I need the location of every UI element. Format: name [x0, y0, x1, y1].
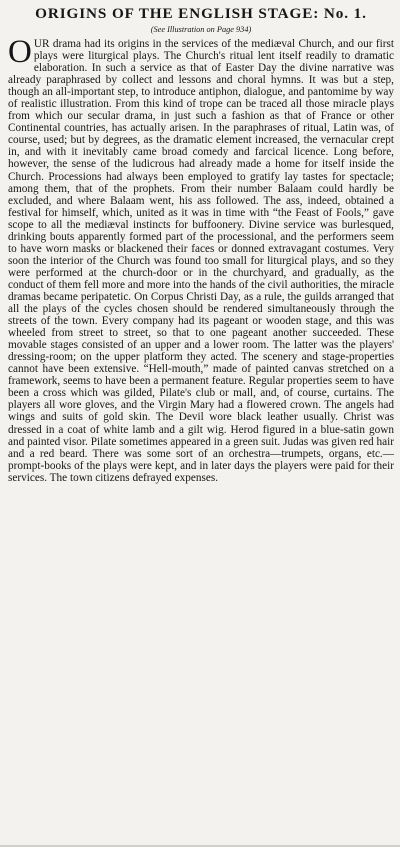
article-title: ORIGINS OF THE ENGLISH STAGE: No. 1.: [35, 5, 367, 22]
article-body: UR drama had its origins in the services of the mediæval Church, and our first plays were liturgical plays. The Church's ritual lent itself readily to dramatic elaboration. In such a service as that of Easter Day the divine narrative was already paraphrased by collect and lessons and choral hymns. It was but a step, though an all-important step, to introduce antiphon, dialogue, and pantomime by way of realistic illustration. From this kind of trope can be traced all those miracle plays from which our secular drama, in just such a fashion as that of France or other Continental countries, has actually arisen. In the paraphrases of ritual, Latin was, of course, used; but by degrees, as the dramatic element increased, the vernacular crept in, and with it inevitably came broad comedy and farcical licence. Long before, however, the sense of the ludicrous had already made a home for itself inside the Church. Processions had always been employed to gratify lay tastes for spectacle; among them, that of the prophets. From their number Balaam could hardly be excluded, and where Balaam went, his ass followed. The ass, indeed, obtained a festival for himself, which, united as it was in time with “the Feast of Fools,” gave scope to all the mediæval instincts for buffoonery. Divine service was burlesqued, drinking bouts apparently formed part of the processional, and the performers seem to have worn masks or blackened their faces or donned extravagant costumes. Very soon the interior of the Church was found too small for liturgical plays, and so they were performed at the church-door or in the churchyard, and gradually, as the conduct of them fell more and more into the hands of the civil authorities, the miracle dramas became peripatetic. On Corpus Christi Day, as a rule, the guilds arranged that all the plays of the cycles chosen should be rendered simultaneously through the streets of the town. Every company had its pageant or wooden stage, and this was wheeled from street to street, so that to one pageant another succeeded. These movable stages consisted of an upper and a lower room. The latter was the players' dressing-room; on the upper platform they acted. The scenery and stage-properties cannot have been extensive. “Hell-mouth,” made of painted canvas stretched on a framework, seems to have been a permanent feature. Regular properties seem to have been a cross which was gilded, Pilate's club or mall, and, of course, curtains. The players all wore gloves, and the Virgin Mary had a flowered crown. The angels had wings and suits of gold skin. The Devil wore black leather usually. Christ was dressed in a coat of white lamb and a gilt wig. Herod figured in a blue-satin gown and painted visor. Pilate sometimes appeared in a green suit. Judas was given red hair and a red beard. There was some sort of an orchestra—trumpets, organs, etc.—prompt-books of the plays were kept, and in later days the players were paid for their services. The town citizens defrayed expenses.: [8, 38, 394, 484]
article-body-wrapper: [8, 34, 394, 484]
article-subtitle: (See Illustration on Page 934): [150, 25, 252, 34]
drop-cap: O: [8, 34, 32, 70]
